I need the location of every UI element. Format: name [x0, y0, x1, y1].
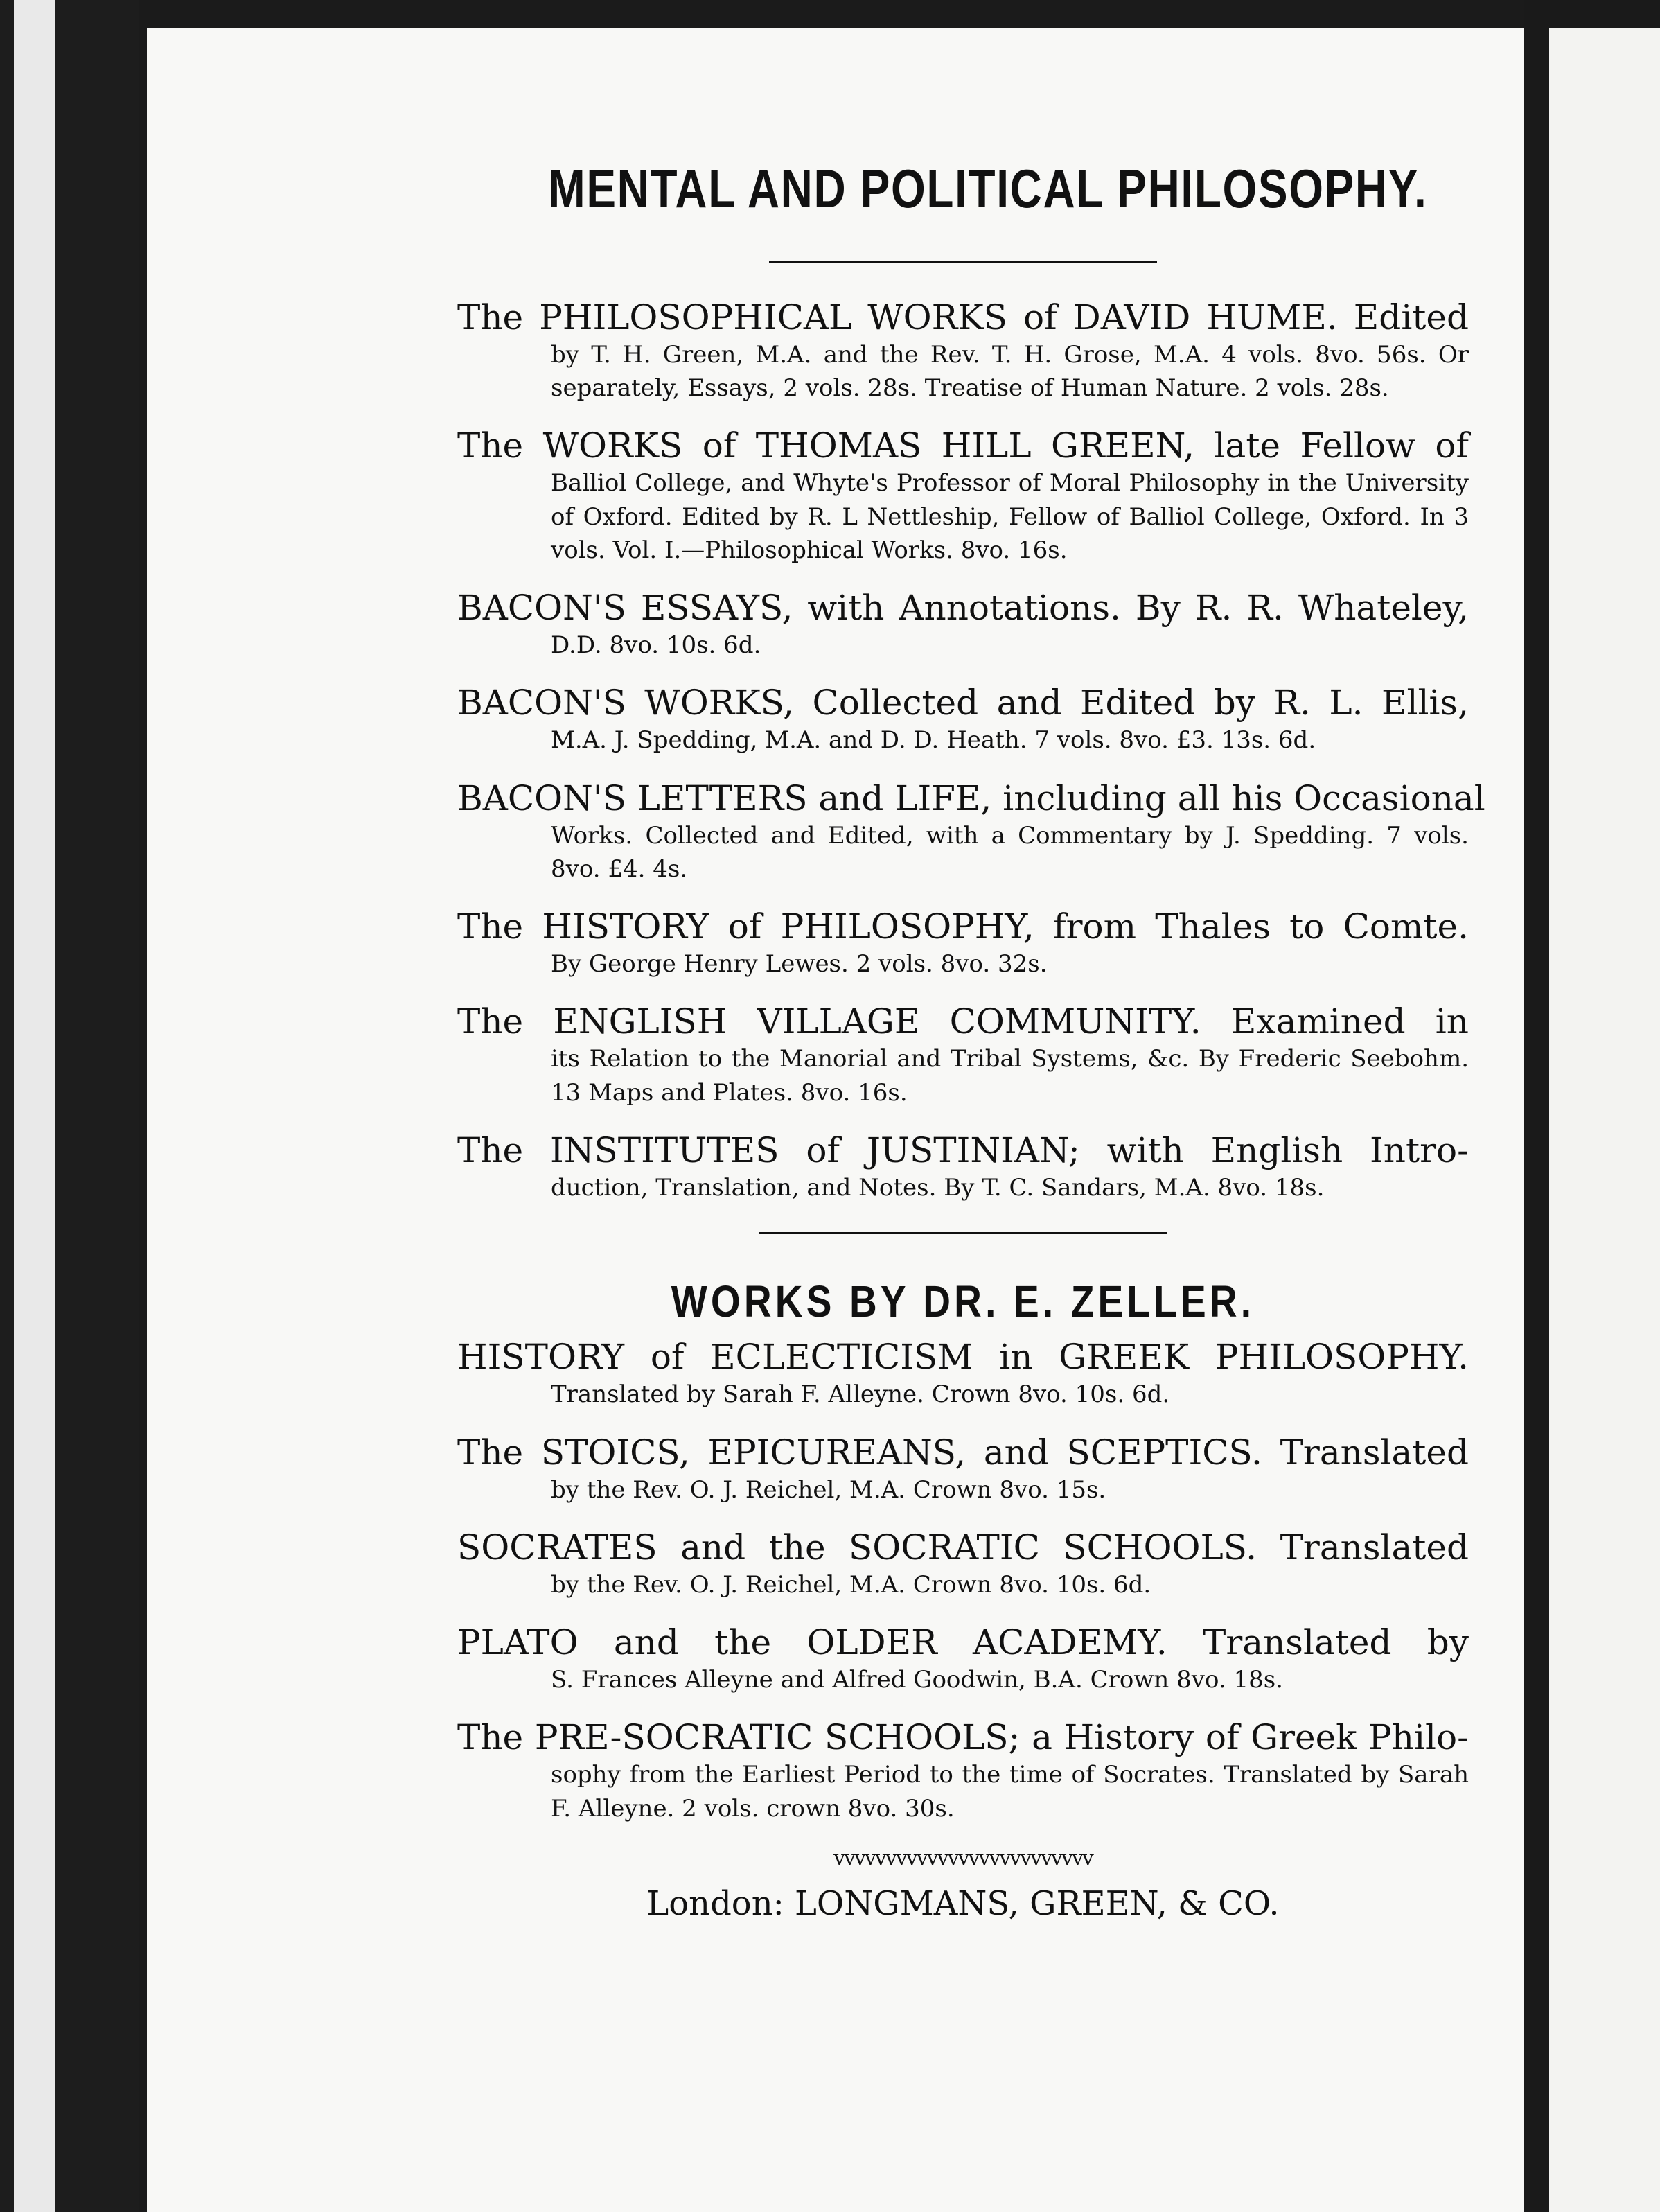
book-entry: [457, 1337, 1469, 1411]
book-entry: [457, 1432, 1469, 1507]
book-entry: [457, 425, 1469, 567]
book-entry: [457, 906, 1469, 981]
book-entry: [457, 1130, 1469, 1204]
book-details: its Relation to the Manorial and Tribal Systems, &c. By Frederic Seebohm. 13 Maps and Plates. 8vo. 16s.: [551, 1045, 1469, 1107]
ornament-divider: vvvvvvvvvvvvvvvvvvvvvvvvv: [833, 1845, 1093, 1870]
book-details: by T. H. Green, M.A. and the Rev. T. H. Grose, M.A. 4 vols. 8vo. 56s. Or separately, Essays, 2 vols. 28s. Treatise of Human Nature. 2 vols. 28s.: [551, 340, 1469, 403]
book-details: Translated by Sarah F. Alleyne. Crown 8vo. 10s. 6d.: [551, 1380, 1170, 1409]
book-details: By George Henry Lewes. 2 vols. 8vo. 32s.: [551, 950, 1048, 978]
book-details: by the Rev. O. J. Reichel, M.A. Crown 8vo. 10s. 6d.: [551, 1570, 1151, 1599]
heading-rule: [769, 261, 1157, 263]
book-title: SOCRATES and the SOCRATIC SCHOOLS. Translated: [457, 1527, 1469, 1568]
book-details: D.D. 8vo. 10s. 6d.: [551, 631, 761, 660]
book-title: The PHILOSOPHICAL WORKS of DAVID HUME. Edited: [457, 297, 1469, 337]
book-title: BACON'S ESSAYS, with Annotations. By R. R. Whateley,: [457, 588, 1469, 629]
book-entry: [457, 1717, 1469, 1825]
book-title: The STOICS, EPICUREANS, and SCEPTICS. Translated: [457, 1432, 1469, 1473]
section-rule: [759, 1232, 1167, 1234]
book-details: M.A. J. Spedding, M.A. and D. D. Heath. 7 vols. 8vo. £3. 13s. 6d.: [551, 726, 1316, 755]
book-title: The WORKS of THOMAS HILL GREEN, late Fellow of: [457, 425, 1469, 466]
book-entry: [457, 1527, 1469, 1601]
book-title: BACON'S WORKS, Collected and Edited by R. L. Ellis,: [457, 683, 1469, 723]
book-title: The PRE-SOCRATIC SCHOOLS; a History of Greek Philo-: [457, 1717, 1469, 1758]
book-details: duction, Translation, and Notes. By T. C. Sandars, M.A. 8vo. 18s.: [551, 1173, 1325, 1202]
book-entry: [457, 588, 1469, 662]
section-zeller: [457, 1337, 1469, 1825]
book-title: The HISTORY of PHILOSOPHY, from Thales to Comte.: [457, 906, 1469, 947]
book-entry: [457, 1001, 1469, 1109]
book-entry: [457, 1622, 1469, 1696]
zeller-heading: WORKS BY DR. E. ZELLER.: [671, 1276, 1255, 1327]
page-content: [457, 158, 1485, 1923]
book-entry: [457, 778, 1485, 886]
book-entry: [457, 297, 1469, 405]
page-heading: MENTAL AND POLITICAL PHILOSOPHY.: [548, 158, 1428, 219]
book-title: HISTORY of ECLECTICISM in GREEK PHILOSOPHY.: [457, 1337, 1469, 1378]
book-title: The ENGLISH VILLAGE COMMUNITY. Examined in: [457, 1001, 1469, 1042]
book-details: Balliol College, and Whyte's Professor of Moral Philosophy in the University of Oxford. Edited by R. L Nettleship, Fellow of Balliol College, Oxford. In 3 vols. Vol. I.—Philosophical Works. 8vo. 16s.: [551, 469, 1469, 564]
book-title: BACON'S LETTERS and LIFE, including all his Occasional: [457, 778, 1485, 818]
book-title: PLATO and the OLDER ACADEMY. Translated by: [457, 1622, 1469, 1663]
section-mental-political: [457, 297, 1485, 1204]
publisher-imprint: London: LONGMANS, GREEN, & CO.: [646, 1884, 1280, 1923]
next-page-edge: [1549, 28, 1660, 2212]
book-details: Works. Collected and Edited, with a Commentary by J. Spedding. 7 vols. 8vo. £4. 4s.: [551, 821, 1469, 883]
book-details: by the Rev. O. J. Reichel, M.A. Crown 8vo. 15s.: [551, 1475, 1106, 1504]
scan-left-strip: [14, 0, 55, 2212]
book-title: The INSTITUTES of JUSTINIAN; with English Intro-: [457, 1130, 1469, 1170]
book-details: S. Frances Alleyne and Alfred Goodwin, B.A. Crown 8vo. 18s.: [551, 1666, 1283, 1694]
book-entry: [457, 683, 1469, 757]
book-details: sophy from the Earliest Period to the time of Socrates. Translated by Sarah F. Alleyne. 2 vols. crown 8vo. 30s.: [551, 1761, 1469, 1823]
